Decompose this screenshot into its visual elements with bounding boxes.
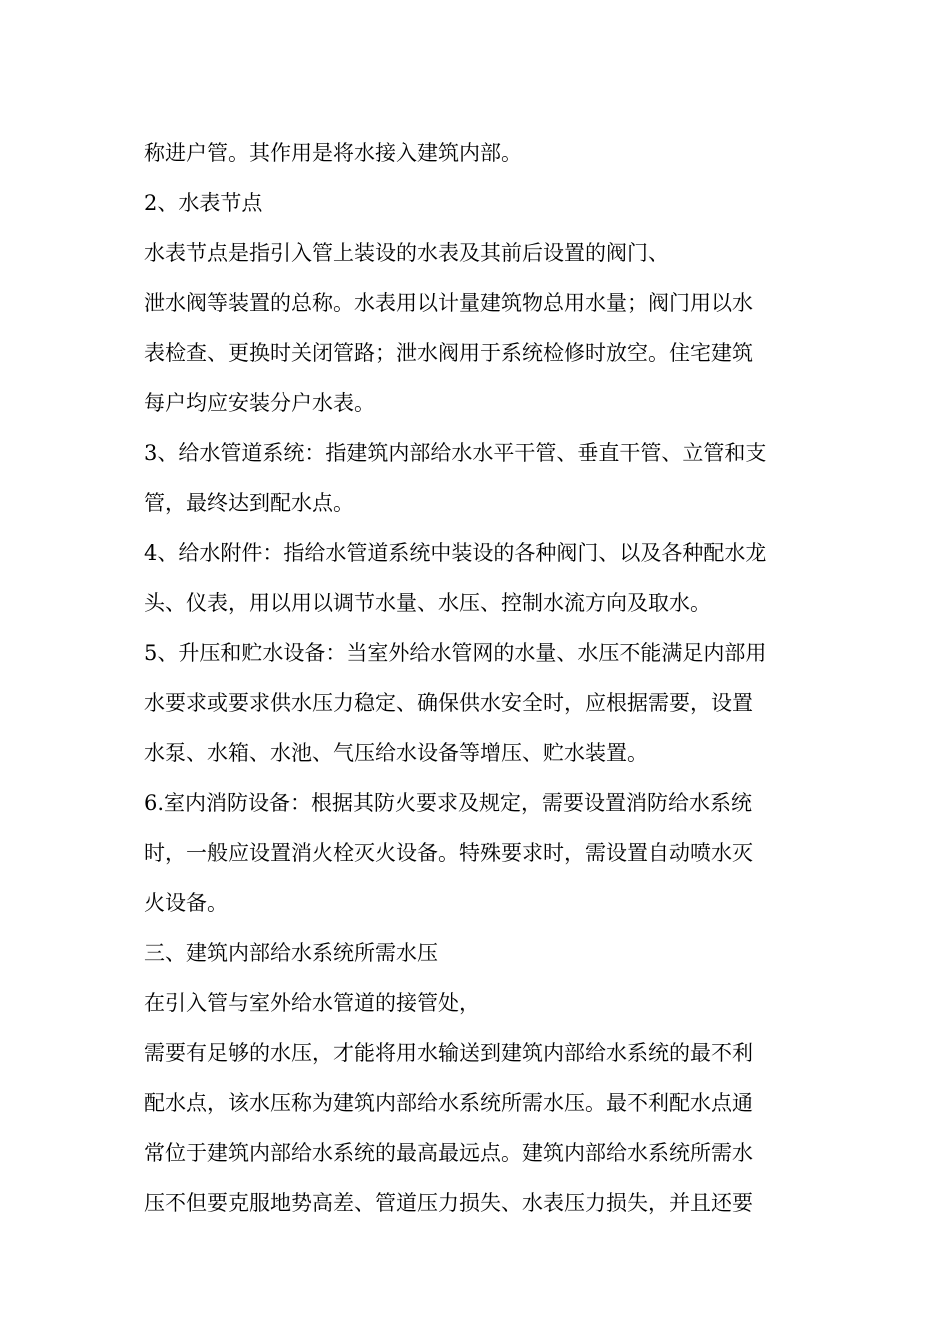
text-line: 时，一般应设置消火栓灭火设备。特殊要求时，需设置自动喷水灭: [144, 841, 753, 865]
text-line: 4、给水附件：指给水管道系统中装设的各种阀门、以及各种配水龙: [144, 541, 767, 565]
text-line: 需要有足够的水压，才能将用水输送到建筑内部给水系统的最不利: [144, 1041, 753, 1065]
text-line: 水要求或要求供水压力稳定、确保供水安全时，应根据需要，设置: [144, 691, 753, 715]
text-line: 表检查、更换时关闭管路；泄水阀用于系统检修时放空。住宅建筑: [144, 341, 753, 365]
text-line: 在引入管与室外给水管道的接管处，: [144, 991, 480, 1015]
text-line: 压不但要克服地势高差、管道压力损失、水表压力损失，并且还要: [144, 1191, 753, 1215]
document-page: [144, 128, 814, 1228]
text-line: 泄水阀等装置的总称。水表用以计量建筑物总用水量；阀门用以水: [144, 291, 753, 315]
text-line: 水泵、水箱、水池、气压给水设备等增压、贮水装置。: [144, 741, 648, 765]
text-line: 管，最终达到配水点。: [144, 491, 354, 515]
text-line: 常位于建筑内部给水系统的最高最远点。建筑内部给水系统所需水: [144, 1141, 753, 1165]
text-line: 头、仪表，用以用以调节水量、水压、控制水流方向及取水。: [144, 591, 711, 615]
section-heading: 三、建筑内部给水系统所需水压: [144, 941, 438, 965]
text-line: 6.室内消防设备：根据其防火要求及规定，需要设置消防给水系统: [144, 791, 753, 815]
text-line: 每户均应安装分户水表。: [144, 391, 375, 415]
section-heading: 2、水表节点: [144, 191, 263, 215]
text-line: 5、升压和贮水设备：当室外给水管网的水量、水压不能满足内部用: [144, 641, 767, 665]
text-line: 配水点，该水压称为建筑内部给水系统所需水压。最不利配水点通: [144, 1091, 753, 1115]
text-line: 水表节点是指引入管上装设的水表及其前后设置的阀门、: [144, 241, 669, 265]
text-line: 3、给水管道系统：指建筑内部给水水平干管、垂直干管、立管和支: [144, 441, 767, 465]
text-line: 火设备。: [144, 891, 228, 915]
text-line: 称进户管。其作用是将水接入建筑内部。: [144, 141, 522, 165]
